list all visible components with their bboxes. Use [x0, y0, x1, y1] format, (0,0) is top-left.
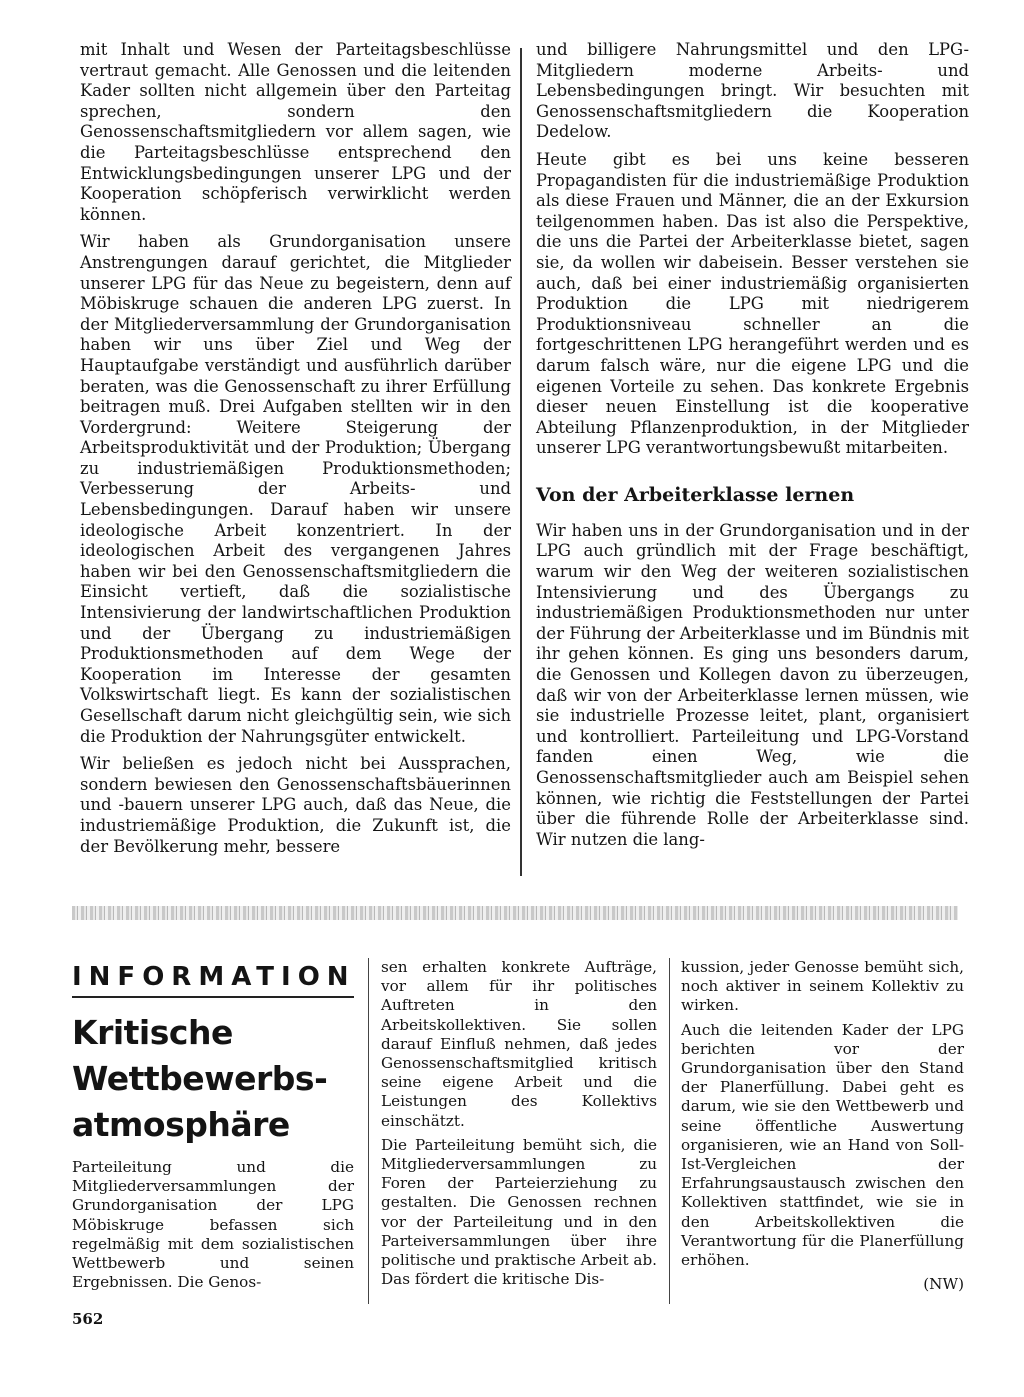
article-column-right: [536, 40, 969, 857]
info-box-column-2: [381, 958, 657, 1294]
paragraph: Parteileitung und die Mitgliederversammlungen der Grundorganisation der LPG Möbiskruge befassen sich regelmäßig mit dem sozialistischen Wettbewerb und seinen Ergebnissen. Die Genos-: [72, 1158, 354, 1292]
paragraph: und billigere Nahrungsmittel und den LPG-Mitgliedern moderne Arbeits- und Lebensbedingungen bringt. Wir besuchten mit Genossenschaftsmitgliedern die Kooperation Dedelow.: [536, 40, 969, 142]
page-number: 562: [72, 1310, 104, 1328]
paragraph: sen erhalten konkrete Aufträge, vor allem für ihr politisches Auftreten in den Arbeitskollektiven. Sie sollen darauf Einfluß nehmen, daß jedes Genossenschaftsmitglied kritisch seine eigene Arbeit und die Leistungen des Kollektivs einschätzt.: [381, 958, 657, 1130]
info-box-column-1: [72, 962, 354, 1297]
headline-line: atmosphäre: [72, 1105, 290, 1144]
paragraph: mit Inhalt und Wesen der Parteitagsbeschlüsse vertraut gemacht. Alle Genossen und die leitenden Kader sollten nicht allgemein über den Parteitag sprechen, sondern den Genossenschaftsmitgliedern vor allem sagen, wie die Parteitagsbeschlüsse entsprechend den Entwicklungsbedingungen unserer LPG und der Kooperation schöpferisch verwirklicht werden können.: [80, 40, 511, 224]
column-divider: [669, 958, 670, 1304]
article-column-left: [80, 40, 511, 864]
paragraph: kussion, jeder Genosse bemüht sich, noch aktiver in seinem Kollektiv zu wirken.: [681, 958, 964, 1015]
paragraph: Wir haben uns in der Grundorganisation und in der LPG auch gründlich mit der Frage beschäftigt, warum wir den Weg der weiteren sozialistischen Intensivierung und des Übergangs zu industriemäßigen Produktionsmethoden nur unter der Führung der Arbeiterklasse und im Bündnis mit ihr gehen können. Es ging uns besonders darum, die Genossen und Kollegen davon zu überzeugen, daß wir von der Arbeiterklasse lernen müssen, wie sie industrielle Prozesse leitet, plant, organisiert und kontrolliert. Parteileitung und LPG-Vorstand fanden einen Weg, wie die Genossenschaftsmitglieder auch am Beispiel sehen können, wie richtig die Feststellungen der Partei über die führende Rolle der Arbeiterklasse sind. Wir nutzen die lang-: [536, 520, 969, 849]
paragraph-with-signature: [681, 1021, 964, 1271]
paragraph: Wir haben als Grundorganisation unsere Anstrengungen darauf gerichtet, die Mitglieder unserer LPG für das Neue zu begeistern, denn auf Möbiskruge schauen die anderen LPG zuerst. In der Mitgliederversammlung der Grundorganisation haben wir uns über Ziel und Weg der Hauptaufgabe verständigt und ausführlich darüber beraten, was die Genossenschaft zu ihrer Erfüllung beitragen muß. Drei Aufgaben stellten wir in den Vordergrund: Weitere Steigerung der Arbeitsproduktivität und der Produktion; Übergang zu industriemäßigen Produktionsmethoden; Verbesserung der Arbeits- und Lebensbedingungen. Darauf haben wir unsere ideologische Arbeit konzentriert. In der ideologischen Arbeit des vergangenen Jahres haben wir bei den Genossenschaftsmitgliedern die Einsicht vertieft, daß die sozialistische Intensivierung der landwirtschaftlichen Produktion und der Übergang zu industriemäßigen Produktionsmethoden auf dem Wege der Kooperation im Interesse der gesamten Volkswirtschaft liegt. Es kann der sozialistischen Gesellschaft darum nicht gleichgültig sein, wie sich die Produktion der Nahrungsgüter entwickelt.: [80, 232, 511, 746]
paragraph: Wir beließen es jedoch nicht bei Aussprachen, sondern bewiesen den Genossenschaftsbäuerinnen und -bauern unserer LPG auch, daß das Neue, die industriemäßige Produktion, die Zukunft ist, die der Bevölkerung mehr, bessere: [80, 754, 511, 856]
headline-line: Kritische: [72, 1013, 233, 1052]
signature-row: [681, 1275, 964, 1294]
section-separator: [72, 906, 958, 920]
info-box-headline: [72, 1010, 354, 1148]
paragraph: Die Parteileitung bemüht sich, die Mitgliederversammlungen zu Foren der Parteierziehung zu gestalten. Die Genossen rechnen vor der Parteileitung und in den Parteiversammlungen über ihre politische und praktische Arbeit ab. Das fördert die kritische Dis-: [381, 1135, 657, 1289]
section-heading: Von der Arbeiterklasse lernen: [536, 483, 855, 506]
info-box-column-3: [681, 958, 964, 1294]
info-box-kicker: INFORMATION: [72, 962, 354, 998]
paragraph: Heute gibt es bei uns keine besseren Propagandisten für die industriemäßige Produktion als diese Frauen und Männer, die an der Exkursion teilgenommen haben. Das ist also die Perspektive, die uns die Partei der Arbeiterklasse bietet, sagen sie, da wollen wir dabeisein. Besser verstehen sie auch, daß bei einer industriemäßig organisierten Produktion die LPG mit niedrigerem Produktionsniveau schneller an die fortgeschrittenen LPG herangeführt werden und es darum falsch wäre, nur die eigene LPG und die eigenen Vorteile zu sehen. Das konkrete Ergebnis dieser neuen Einstellung ist die kooperative Abteilung Pflanzenproduktion, in der Mitglieder unserer LPG verantwortungsbewußt mitarbeiten.: [536, 149, 969, 458]
author-signature: (NW): [923, 1275, 964, 1294]
paragraph-text: Auch die leitenden Kader der LPG berichten vor der Grundorganisation über den Stand der Planerfüllung. Dabei geht es darum, wie sie den Wettbewerb und seine öffentliche Auswertung organisieren, wie an Hand von Soll-Ist-Vergleichen der Erfahrungsaustausch zwischen den Kollektiven stattfindet, wie sie in den Arbeitskollektiven die Verantwortung für die Planerfüllung erhöhen.: [681, 1020, 964, 1270]
headline-line: Wettbewerbs-: [72, 1059, 328, 1098]
column-divider: [368, 958, 369, 1304]
column-divider: [520, 48, 522, 876]
